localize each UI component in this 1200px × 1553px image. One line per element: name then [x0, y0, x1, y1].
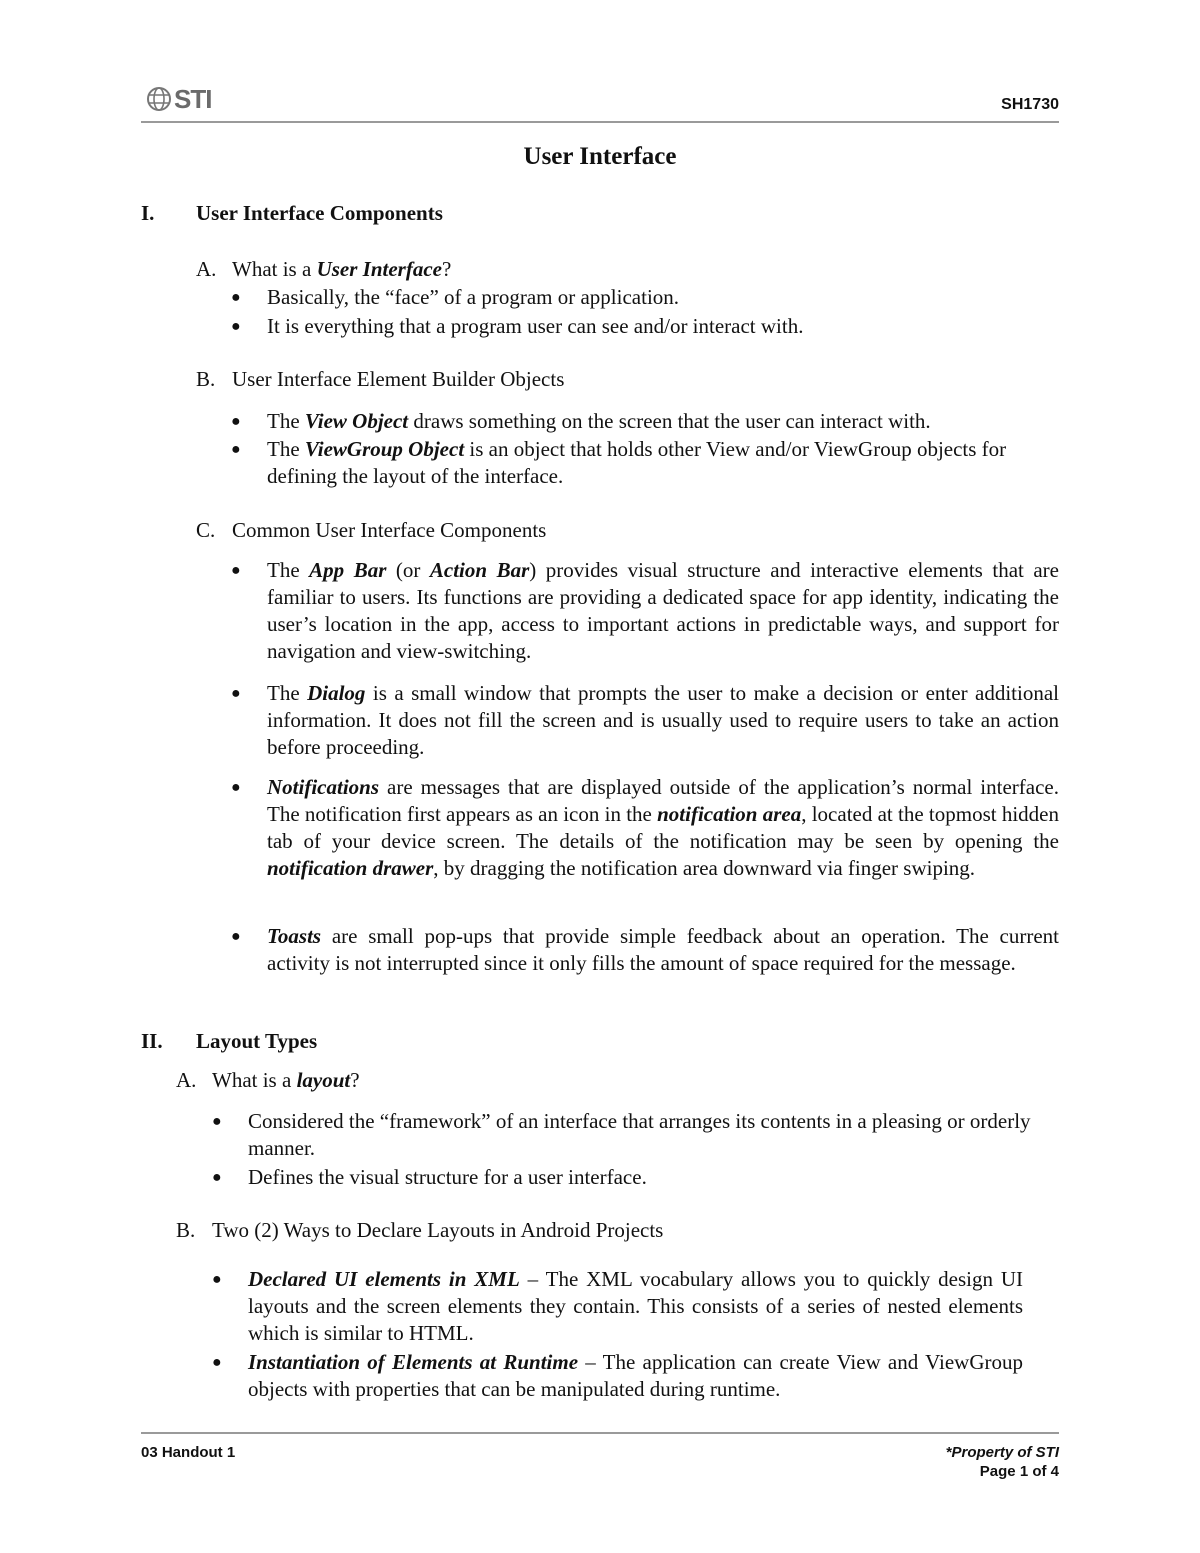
text: are messages that are displayed outside of the application’s normal interface. The notification first appears as an icon in the — [267, 775, 1059, 826]
list-item — [212, 1349, 1023, 1403]
list-item — [231, 923, 1059, 977]
subsection-letter: B. — [176, 1218, 196, 1242]
subsection-title: User Interface Element Builder Objects — [232, 367, 565, 391]
text: is an object that holds other View and/or ViewGroup objects for defining the layout of the interface. — [267, 437, 1007, 488]
text: (or — [386, 558, 430, 582]
term: notification drawer — [267, 856, 434, 880]
bullet-icon: ● — [231, 779, 241, 796]
text: The — [267, 681, 308, 705]
term: Dialog — [307, 681, 366, 705]
subsection-letter: A. — [176, 1068, 197, 1092]
text: , by dragging the notification area downward via finger swiping. — [433, 856, 976, 880]
list-item — [231, 284, 1059, 311]
handout-label: 03 Handout 1 — [141, 1444, 236, 1461]
term: Action Bar — [429, 558, 530, 582]
subsection-1b — [196, 367, 564, 392]
bullet-icon: ● — [231, 562, 241, 579]
term: User Interface — [316, 257, 442, 281]
property-label: *Property of STI — [945, 1444, 1059, 1461]
section-1-heading — [141, 201, 443, 226]
text: The — [267, 409, 305, 433]
term: Notifications — [267, 775, 380, 799]
section-title: User Interface Components — [196, 201, 443, 225]
list-item — [231, 774, 1059, 882]
list-item — [231, 680, 1059, 761]
list-item — [212, 1266, 1023, 1347]
subsection-letter: C. — [196, 518, 216, 542]
subsection-2b — [176, 1218, 663, 1243]
header-rule — [141, 121, 1059, 123]
subsection-letter: A. — [196, 257, 217, 281]
text: – The application can create View and ViewGroup objects with properties that can be manipulated during runtime. — [248, 1350, 1024, 1401]
sti-logo — [146, 84, 211, 114]
text: ? — [350, 1068, 360, 1092]
term: Toasts — [267, 924, 322, 948]
text: The — [267, 558, 310, 582]
globe-icon — [146, 86, 172, 112]
list-item — [231, 313, 1059, 340]
bullet-icon: ● — [231, 318, 241, 335]
bullet-icon: ● — [231, 413, 241, 430]
bullet-text: Basically, the “face” of a program or application. — [267, 285, 680, 309]
list-item — [231, 436, 1059, 490]
term: Instantiation of Elements at Runtime — [248, 1350, 579, 1374]
section-number: II. — [141, 1029, 163, 1053]
footer-rule — [141, 1432, 1059, 1434]
bullet-icon: ● — [212, 1354, 222, 1371]
section-title: Layout Types — [196, 1029, 318, 1053]
term: ViewGroup Object — [304, 437, 465, 461]
bullet-text: Defines the visual structure for a user interface. — [248, 1165, 647, 1189]
page-title: User Interface — [523, 143, 677, 170]
list-item — [231, 408, 1059, 435]
text: The — [267, 437, 305, 461]
subsection-1a — [196, 257, 451, 282]
list-item — [212, 1108, 1059, 1162]
subsection-title: Two (2) Ways to Declare Layouts in Android Projects — [212, 1218, 664, 1242]
text: What is a — [232, 257, 317, 281]
text: What is a — [212, 1068, 297, 1092]
term: App Bar — [309, 558, 387, 582]
bullet-icon: ● — [231, 685, 241, 702]
subsection-1c — [196, 518, 546, 543]
term: layout — [296, 1068, 351, 1092]
term: Declared UI elements in XML — [248, 1267, 520, 1291]
page-number: Page 1 of 4 — [979, 1463, 1059, 1480]
subsection-letter: B. — [196, 367, 216, 391]
list-item — [212, 1164, 1059, 1191]
document-code: SH1730 — [1001, 96, 1059, 113]
term: View Object — [304, 409, 409, 433]
term: notification area — [657, 802, 802, 826]
text: draws something on the screen that the user can interact with. — [408, 409, 931, 433]
text: – The XML vocabulary allows you to quickly design UI layouts and the screen elements they contain. This consists of a series of nested elements which is similar to HTML. — [248, 1267, 1024, 1345]
text: are small pop-ups that provide simple feedback about an operation. The current activity is not interrupted since it only fills the amount of space required for the message. — [267, 924, 1059, 975]
text: is a small window that prompts the user to make a decision or enter additional information. It does not fill the screen and is usually used to require users to take an action before proceeding. — [267, 681, 1059, 759]
logo-text: STI — [174, 83, 212, 114]
list-item — [231, 557, 1059, 665]
bullet-text: Considered the “framework” of an interface that arranges its contents in a pleasing or orderly manner. — [248, 1109, 1031, 1160]
subsection-title: Common User Interface Components — [232, 518, 547, 542]
text: ? — [441, 257, 452, 281]
bullet-icon: ● — [231, 441, 241, 458]
bullet-text: It is everything that a program user can see and/or interact with. — [267, 314, 804, 338]
bullet-icon: ● — [212, 1113, 222, 1130]
bullet-icon: ● — [231, 289, 241, 306]
subsection-2a — [176, 1068, 360, 1093]
bullet-icon: ● — [231, 928, 241, 945]
text: , located at the topmost hidden tab of your device screen. The details of the notification may be seen by opening the — [267, 802, 1059, 853]
bullet-icon: ● — [212, 1169, 222, 1186]
section-2-heading — [141, 1029, 317, 1054]
text: ) provides visual structure and interactive elements that are familiar to users. Its functions are providing a dedicated space for app identity, indicating the user’s location in the app, access to important actions in predictable ways, and support for navigation and view-switching. — [267, 558, 1059, 663]
bullet-icon: ● — [212, 1271, 222, 1288]
section-number: I. — [141, 201, 155, 225]
